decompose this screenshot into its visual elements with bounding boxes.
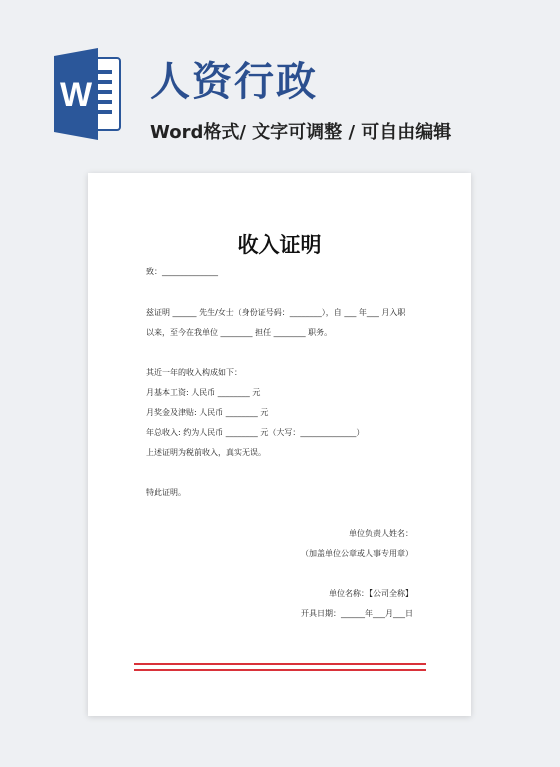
document-title: 收入证明 [237, 233, 322, 257]
signatory-line: 单位负责人姓名： [349, 529, 413, 538]
word-logo-icon [52, 48, 124, 140]
closing-line: 特此证明。 [146, 488, 186, 497]
header-subtitle: Word格式/ 文字可调整 / 可自由编辑 [150, 122, 452, 143]
stamp-note: （加盖单位公章或人事专用章） [301, 549, 413, 558]
intro-line-2: 以来，至今在我单位 ________ 担任 ________ 职务。 [146, 328, 333, 337]
statement-line: 上述证明为税前收入，真实无误。 [146, 448, 266, 457]
bonus-line: 月奖金及津贴: 人民币 ________ 元 [146, 408, 269, 417]
base-salary-line: 月基本工资: 人民币 ________ 元 [146, 388, 261, 397]
header-title: 人资行政 [150, 59, 318, 105]
header [0, 0, 560, 160]
to-line: 致：______________ [146, 267, 218, 276]
issue-date-line: 开具日期：______年___月___日 [301, 609, 413, 618]
divider-rule-top [134, 663, 426, 665]
document-page [88, 173, 471, 716]
divider-rule-bottom [134, 669, 426, 671]
annual-total-line: 年总收入: 约为人民币 ________ 元（大写：______________） [146, 428, 365, 437]
income-heading: 其近一年的收入构成如下： [146, 368, 242, 377]
intro-line-1: 兹证明 ______ 先生/女士（身份证号码：________），自 ___ 年___ 月入职 [146, 308, 406, 317]
word-logo-letter: W [59, 76, 93, 114]
company-name-line: 单位名称：【公司全称】 [329, 589, 413, 598]
